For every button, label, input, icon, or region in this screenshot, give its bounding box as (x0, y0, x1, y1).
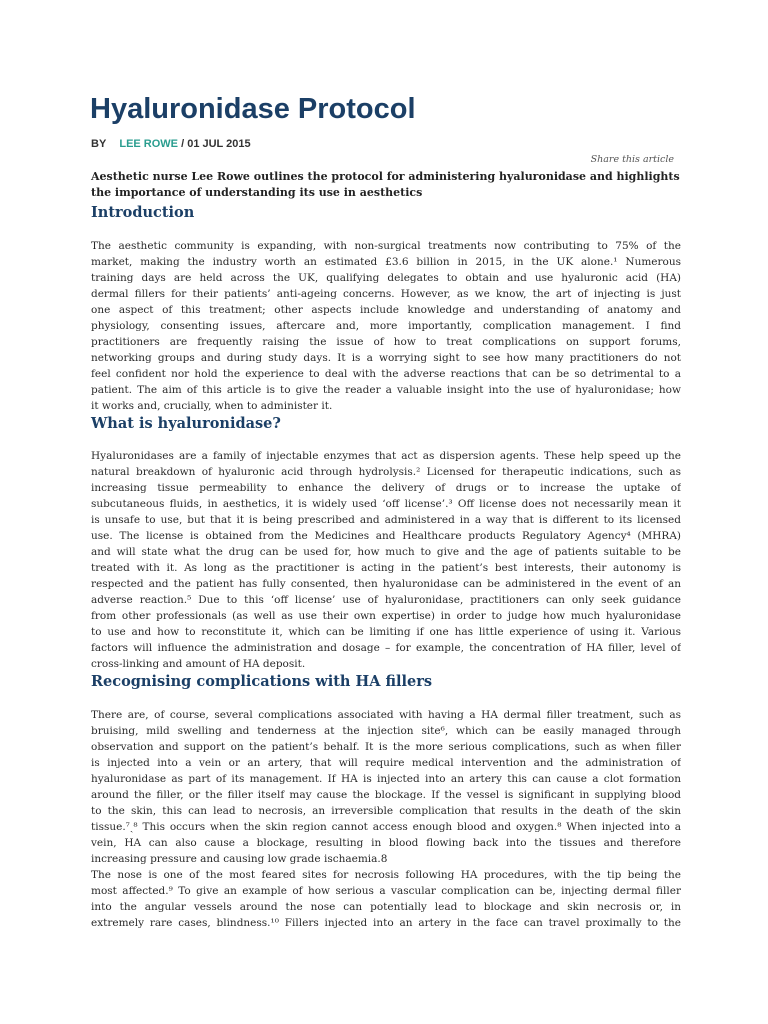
text-line: around the filler, or the filler itself may cause the blockage. If the vessel is significant in supplying blood (91, 789, 681, 801)
section-heading-what-is-hyaluronidase: What is hyaluronidase? (91, 415, 281, 432)
section-heading-recognising-complications: Recognising complications with HA fillers (91, 673, 433, 690)
text-line: There are, of course, several complications associated with having a HA dermal filler treatment, such as (91, 709, 681, 721)
author-link[interactable]: LEE ROWE (119, 138, 179, 150)
share-article-link[interactable]: Share this article (590, 154, 674, 165)
text-line: to the skin, this can lead to necrosis, an irreversible complication that results in the death of the skin (91, 805, 681, 817)
text-line: networking groups and during study days. It is a worrying sight to see how many practitioners do not (91, 352, 681, 364)
article-title: Hyaluronidase Protocol (90, 93, 416, 125)
text-line: hyaluronidase as part of its management. If HA is injected into an artery this can cause a clot formation (91, 773, 681, 785)
text-line: respected and the patient has fully consented, then hyaluronidase can be administered in the event of an (91, 578, 681, 590)
text-line: vein, HA can also cause a blockage, resulting in blood flowing back into the tissues and therefore (91, 837, 681, 849)
text-line: is injected into a vein or an artery, that will require medical intervention and the administration of (91, 757, 681, 769)
byline-by-label: BY (91, 138, 107, 150)
text-line: extremely rare cases, blindness.¹⁰ Fillers injected into an artery in the face can travel proximally to the (91, 917, 681, 929)
text-line: most affected.⁹ To give an example of how serious a vascular complication can be, injecting dermal filler (91, 885, 681, 897)
text-line: tissue.⁷ˏ⁸ This occurs when the skin region cannot access enough blood and oxygen.⁸ When injected into a (91, 821, 681, 833)
text-line: subcutaneous fluids, in aesthetics, it is widely used ‘off license’.³ Off license does not necessarily mean it (91, 498, 681, 510)
text-line: to use and how to reconstitute it, which can be limiting if one has little experience of using it. Various (91, 626, 681, 638)
section-paragraph (91, 867, 681, 931)
text-line: feel confident nor hold the experience to deal with the adverse reactions that can be so detrimental to a (91, 368, 681, 380)
text-line: Hyaluronidases are a family of injectable enzymes that act as dispersion agents. These help speed up the (91, 450, 681, 462)
byline-separator: / (181, 138, 185, 150)
byline (91, 138, 251, 150)
text-line: market, making the industry worth an estimated £3.6 billion in 2015, in the UK alone.¹ Numerous (91, 256, 681, 268)
text-line: treated with it. As long as the practitioner is acting in the patient’s best interests, their autonomy is (91, 562, 681, 574)
text-line: observation and support on the patient’s behalf. It is the more serious complications, such as when filler (91, 741, 681, 753)
text-line: adverse reaction.⁵ Due to this ‘off license’ use of hyaluronidase, practitioners can only seek guidance (91, 594, 681, 606)
text-line: increasing pressure and causing low grade ischaemia.8 (91, 853, 388, 865)
section-paragraph (91, 238, 681, 414)
text-line: use. The license is obtained from the Medicines and Healthcare products Regulatory Agency⁴ (MHRA) (91, 530, 681, 542)
text-line: patient. The aim of this article is to give the reader a valuable insight into the use of hyaluronidase; how (91, 384, 681, 396)
text-line: increasing tissue permeability to enhance the delivery of drugs or to increase the uptake of (91, 482, 681, 494)
text-line: it works and, crucially, when to administer it. (91, 400, 333, 412)
text-line: bruising, mild swelling and tenderness at the injection site⁶, which can be easily managed through (91, 725, 681, 737)
text-line: one aspect of this treatment; other aspects include knowledge and understanding of anatomy and (91, 304, 681, 316)
article-lead: Aesthetic nurse Lee Rowe outlines the protocol for administering hyaluronidase and highlights the importance of understanding its use in aesthetics (91, 170, 680, 199)
publish-date: 01 JUL 2015 (187, 138, 251, 150)
section-paragraph (91, 707, 681, 867)
text-line: dermal fillers for their patients’ anti-ageing concerns. However, as we know, the art of injecting is just (91, 288, 681, 300)
section-paragraph (91, 448, 681, 672)
text-line: natural breakdown of hyaluronic acid through hydrolysis.² Licensed for therapeutic indications, such as (91, 466, 681, 478)
text-line: The nose is one of the most feared sites for necrosis following HA procedures, with the tip being the (91, 869, 681, 881)
text-line: The aesthetic community is expanding, with non-surgical treatments now contributing to 75% of the (91, 240, 681, 252)
text-line: cross-linking and amount of HA deposit. (91, 658, 306, 670)
text-line: into the angular vessels around the nose can potentially lead to blockage and skin necrosis or, in (91, 901, 681, 913)
text-line: and will state what the drug can be used for, how much to give and the age of patients suitable to be (91, 546, 681, 558)
text-line: physiology, consenting issues, aftercare and, more importantly, complication management. I find (91, 320, 681, 332)
text-line: is unsafe to use, but that it is being prescribed and administered in a way that is different to its licensed (91, 514, 681, 526)
text-line: from other professionals (as well as use their own expertise) in order to judge how much hyaluronidase (91, 610, 681, 622)
section-heading-introduction: Introduction (91, 204, 195, 221)
text-line: training days are held across the UK, qualifying delegates to obtain and use hyaluronic acid (HA) (91, 272, 681, 284)
text-line: practitioners are frequently raising the issue of how to treat complications on support forums, (91, 336, 681, 348)
text-line: factors will influence the administration and dosage – for example, the concentration of HA filler, level of (91, 642, 681, 654)
